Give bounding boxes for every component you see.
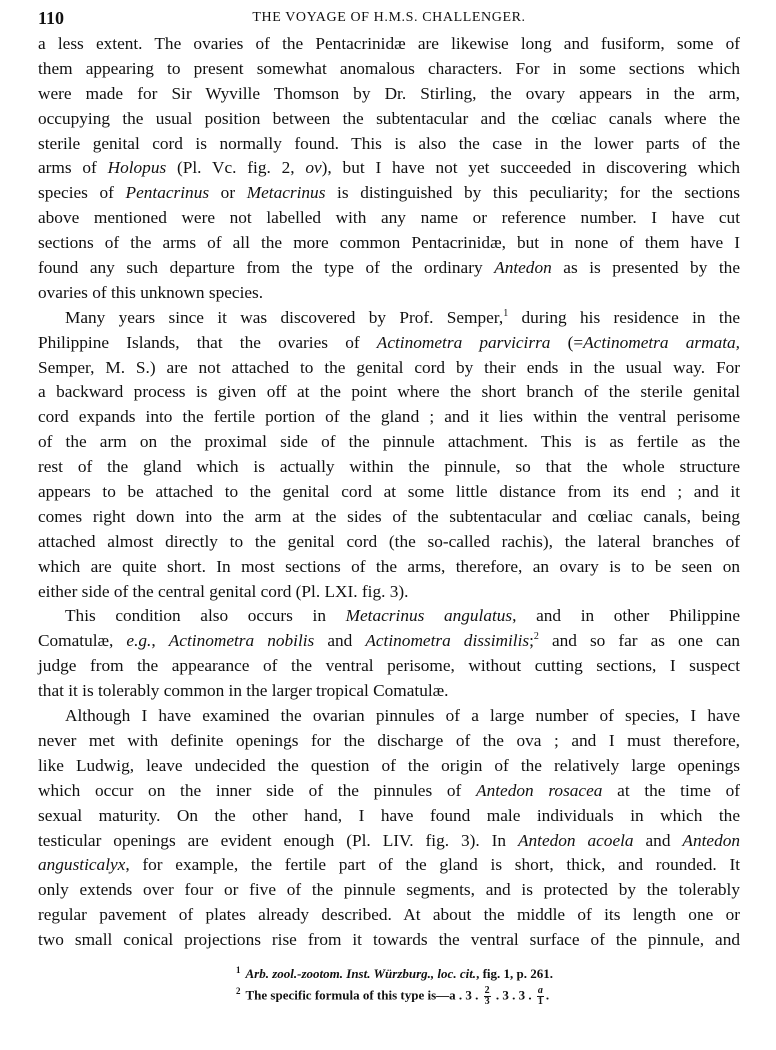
italic-run: Actinometra armata, [583,332,740,352]
footnote-text: . 3 . 3 . [495,987,532,1003]
text-line [38,829,740,854]
text-line [38,555,740,580]
text-run: only extends over four or five of the pinnule segments, and is protected by the tolerably [38,880,740,900]
text-run: like Ludwig, leave undecided the question of the origin of the relatively large openings [38,755,740,775]
text-line [38,779,740,804]
italic-run: Antedon [494,258,552,278]
text-line [38,430,740,455]
text-line [38,704,740,729]
italic-run: Antedon acoela [517,830,634,850]
fraction-numerator: a [537,985,543,996]
text-line [38,405,740,430]
text-run: as is presented by the [551,258,740,278]
text-run: and [633,830,683,850]
text-run: during his residence in the [508,307,741,327]
running-header [38,6,740,32]
italic-run: Antedon rosacea [476,780,603,800]
footnote-text: . [545,987,550,1003]
text-run: , and in other Philippine [512,606,740,626]
text-run: sterile genital cord is normally found. This is also the case in the lower parts of the [38,133,740,153]
footnote-2 [236,986,549,1007]
text-run: ; [529,631,534,651]
text-run: judge from the appearance of the ventral perisome, without cutting sections, I suspect [38,656,740,676]
text-line [38,530,740,555]
text-run: which are quite short. In most sections of the arms, therefore, an ovary is to be seen on [38,556,740,576]
text-run: , for example, the fertile part of the gland is short, thick, and rounded. It [125,855,740,875]
text-run: Although I have examined the ovarian pinnules of a large number of species, I have [65,706,740,726]
footnote-text: , fig. 1, p. 261. [476,966,553,981]
fraction-denominator: 3 [484,996,490,1007]
text-run: (Pl. Vc. fig. 2, [166,158,306,178]
text-run: at the time of [602,780,741,800]
text-line [38,928,740,953]
text-run: Many years since it was discovered by Prof. Semper, [65,307,504,327]
text-run: a backward process is given off at the point where the short branch of the sterile genital [38,382,740,402]
text-run: that it is tolerably common in the larger tropical Comatulæ. [38,681,449,701]
text-run: never met with definite openings for the discharge of the ova ; and I must therefore, [38,730,740,750]
italic-run: Metacrinus angulatus [345,606,513,626]
text-line [38,181,740,206]
text-line [38,356,740,381]
text-line [38,754,740,779]
italic-run: Holopus [107,158,167,178]
text-run: attached almost directly to the genital cord (the so-called rachis), the lateral branches of [38,531,740,551]
footnote-reference: 1 [503,307,509,319]
text-line [38,132,740,157]
text-line [38,654,740,679]
text-line [38,853,740,878]
text-line [38,331,740,356]
text-run: which occur on the inner side of the pinnules of [38,780,477,800]
footnote-mark: 2 [236,986,241,997]
text-line [38,480,740,505]
text-run: a less extent. The ovaries of the Pentacrinidæ are likewise long and fusiform, some of [38,34,740,53]
text-run: and [314,631,366,651]
italic-run: Actinometra nobilis [168,631,315,651]
running-title: THE VOYAGE OF H.M.S. CHALLENGER. [252,10,526,25]
text-run: ), but I have not yet succeeded in discovering which [321,158,740,178]
text-run: either side of the central genital cord (Pl. LXI. fig. 3). [38,581,409,601]
text-line [38,804,740,829]
fraction-numerator: 2 [484,985,490,996]
text-run: arms of [38,158,108,178]
text-line [38,57,740,82]
italic-run: angusticalyx [38,855,126,875]
text-line [38,281,740,306]
italic-run: Antedon [682,830,740,850]
text-line [38,156,740,181]
footnote-text: The specific formula of this type is—a . 3 . [245,987,479,1003]
text-run: or [209,183,247,203]
footnote-mark: 1 [236,965,241,975]
italic-run: Metacrinus [246,183,326,203]
text-line [38,231,740,256]
italic-run: Actinometra parvicirra [376,332,551,352]
fraction [537,986,544,1007]
text-run: ovaries of this unknown species. [38,282,264,302]
fraction [484,986,491,1007]
text-line [38,455,740,480]
text-line [38,505,740,530]
text-run: Semper, M. S.) are not attached to the genital cord by their ends in the usual way. For [38,357,740,377]
text-run: of the arm on the proximal side of the pinnule attachment. This is as fertile as the [38,432,740,452]
text-run: were made for Sir Wyville Thomson by Dr. Stirling, the ovary appears in the arm, [38,83,740,103]
text-run: cord expands into the fertile portion of the gland ; and it lies within the ventral perisome [38,407,740,427]
text-run: them appearing to present somewhat anomalous characters. For in some sections which [38,58,740,78]
text-line [38,82,740,107]
text-line [38,629,740,654]
text-run: testicular openings are evident enough (Pl. LIV. fig. 3). In [38,830,518,850]
text-run: and so far as one can [538,631,741,651]
italic-run: Pentacrinus [125,183,210,203]
text-line [38,729,740,754]
text-line [38,580,740,605]
text-run: species of [38,183,126,203]
text-run: two small conical projections rise from it towards the ventral surface of the pinnule, and [38,930,740,950]
text-run: sections of the arms of all the more common Pentacrinidæ, but in none of them have I [38,233,740,253]
body-text [38,32,740,953]
text-line [38,107,740,132]
text-run: occupying the usual position between the subtentacular and the cœliac canals where the [38,108,740,128]
text-run: , [151,631,169,651]
text-line [38,206,740,231]
text-run: Comatulæ, [38,631,127,651]
text-line [38,903,740,928]
page-number: 110 [38,8,65,28]
text-run: appears to be attached to the genital cord at some little distance from its end ; and it [38,482,740,502]
italic-run: e.g. [126,631,152,651]
text-run: Philippine Islands, that the ovaries of [38,332,377,352]
text-run: is distinguished by this peculiarity; for the sections [325,183,740,203]
italic-run: ov [305,158,322,178]
text-run: found any such departure from the type of the ordinary [38,258,495,278]
text-line [38,380,740,405]
text-line [38,604,740,629]
text-line [38,256,740,281]
text-run: comes right down into the arm at the sides of the subtentacular and cœliac canals, being [38,506,740,526]
footnote-citation: Arb. zool.-zootom. Inst. Würzburg., loc. cit. [245,966,477,981]
text-line [38,679,740,704]
text-run: (= [550,332,584,352]
text-line [38,306,740,331]
text-run: regular pavement of plates already described. At about the middle of its length one or [38,905,740,925]
text-run: above mentioned were not labelled with any name or reference number. I have cut [38,208,740,228]
text-line [38,32,740,57]
text-line [38,878,740,903]
italic-run: Actinometra dissimilis [365,631,530,651]
text-run: This condition also occurs in [65,606,346,626]
text-run: sexual maturity. On the other hand, I have found male individuals in which the [38,805,740,825]
footnote-1 [236,966,553,982]
fraction-denominator: 1 [537,996,543,1007]
footnote-reference: 2 [533,631,539,643]
text-run: rest of the gland which is actually within the pinnule, so that the whole structure [38,457,740,477]
